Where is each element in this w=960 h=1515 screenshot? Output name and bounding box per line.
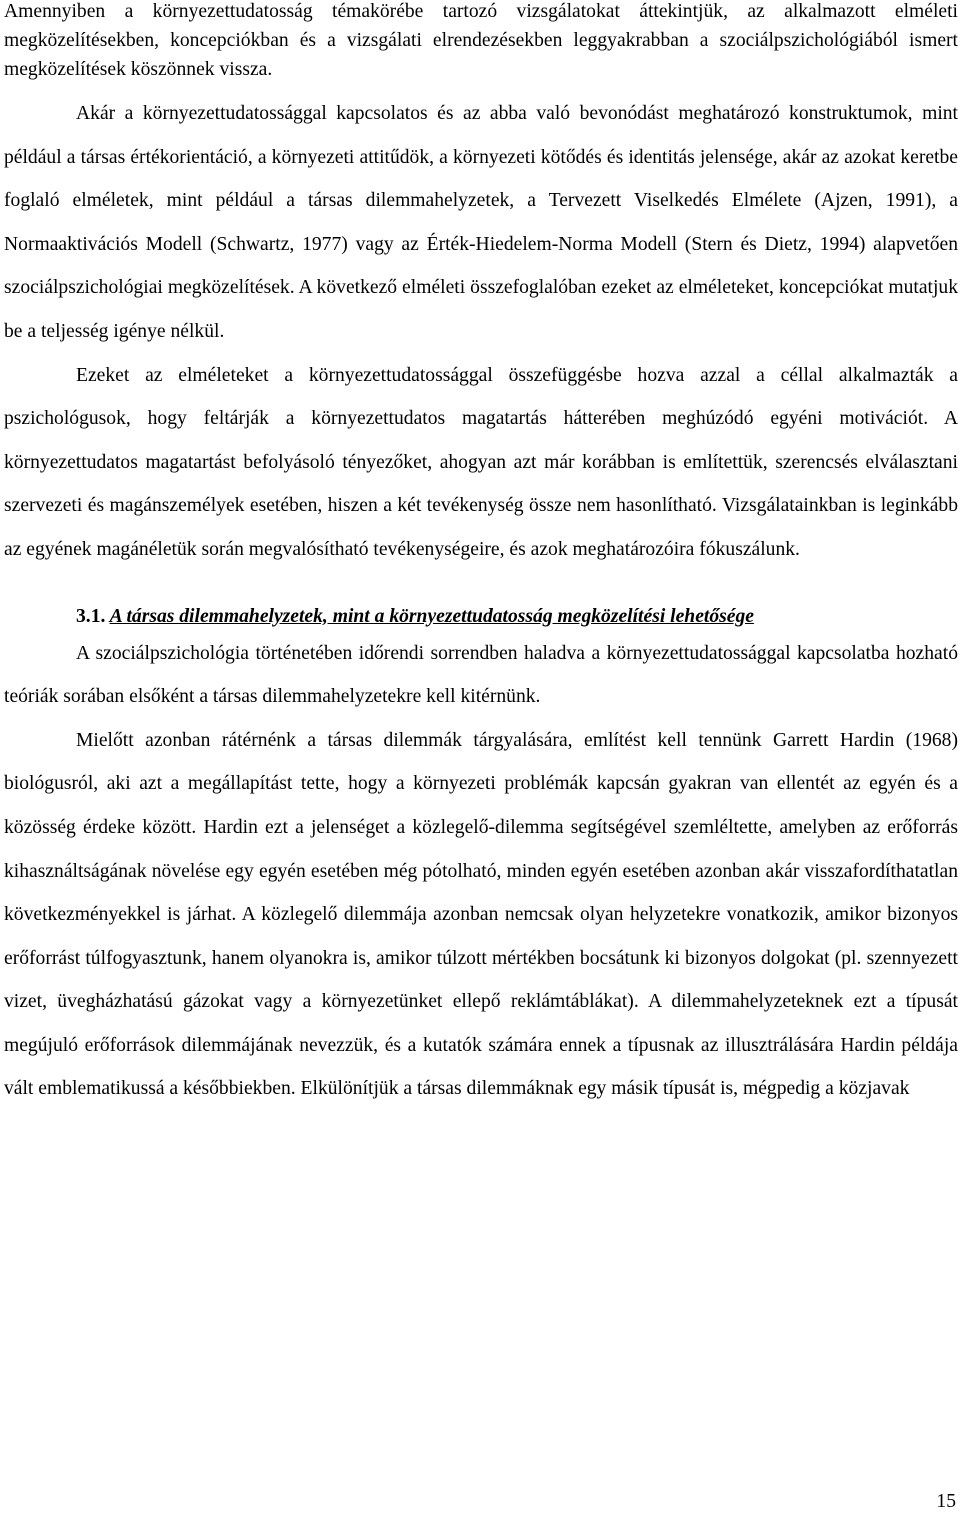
paragraph-history (4, 632, 958, 719)
paragraph-constructs (4, 92, 958, 354)
paragraph-constructs-text: Akár a környezettudatossággal kapcsolatos és az abba való bevonódást meghatározó konstruktumok, mint például a társas értékorientáció, a környezeti attitűdök, a környezeti kötődés és identitás jelensége, akár az azokat keretbe foglaló elméletek, mint például a társas dilemmahelyzetek, a Tervezett Viselkedés Elmélete (Ajzen, 1991), a Normaaktivációs Modell (Schwartz, 1977) vagy az Érték-Hiedelem-Norma Modell (Stern és Dietz, 1994) alapvetően szociálpszichológiai megközelítések. A következő elméleti összefoglalóban ezeket az elméleteket, koncepciókat mutatjuk be a teljesség igénye nélkül. (4, 103, 958, 342)
page-number: 15 (936, 1491, 956, 1512)
paragraph-hardin-text: Mielőtt azonban rátérnénk a társas dilemmák tárgyalására, említést kell tennünk Garrett Hardin (1968) biológusról, aki azt a megállapítást tette, hogy a környezeti problémák kapcsán gyakran van ellentét az egyén és a közösség érdeke között. Hardin ezt a jelenséget a közlegelő-dilemma segítségével szemléltette, amelyben az erőforrás kihasználtságának növelése egy egyén esetében még pótolható, minden egyén esetében azonban akár visszafordíthatatlan következményekkel is járhat. A közlegelő dilemmája azonban nemcsak olyan helyzetekre vonatkozik, amikor bizonyos erőforrást túlfogyasztunk, hanem olyanokra is, amikor túlzott mértékben bocsátunk ki bizonyos dolgokat (pl. szennyezett vizet, üvegházhatású gázokat vagy a környezetünket ellepő reklámtáblákat). A dilemmahelyzeteknek ezt a típusát megújuló erőforrások dilemmájának nevezzük, és a kutatók számára ennek a típusnak az illusztrálására Hardin példája vált emblematikussá a későbbiekben. Elkülönítjük a társas dilemmáknak egy másik típusát is, mégpedig a közjavak (4, 729, 958, 1100)
paragraph-hardin (4, 719, 958, 1111)
section-heading (4, 602, 958, 632)
document-page (4, 0, 958, 1111)
paragraph-intro (4, 0, 958, 84)
section-number: 3.1. (76, 605, 106, 627)
paragraph-theories-text: Ezeket az elméleteket a környezettudatossággal összefüggésbe hozva azzal a céllal alkalmazták a pszichológusok, hogy feltárják a környezettudatos magatartás hátterében meghúzódó egyéni motivációt. A környezettudatos magatartást befolyásoló tényezőket, ahogyan azt már korábban is említettük, szerencsés elválasztani szervezeti és magánszemélyek esetében, hiszen a két tevékenység össze nem hasonlítható. Vizsgálatainkban is leginkább az egyének magánéletük során megvalósítható tevékenységeire, és azok meghatározóira fókuszálunk. (4, 364, 958, 560)
paragraph-theories (4, 354, 958, 572)
paragraph-history-text: A szociálpszichológia történetében időrendi sorrendben haladva a környezettudatossággal kapcsolatba hozható teóriák sorában elsőként a társas dilemmahelyzetekre kell kitérnünk. (4, 642, 958, 708)
paragraph-intro-text: Amennyiben a környezettudatosság témakörébe tartozó vizsgálatokat áttekintjük, az alkalmazott elméleti megközelítésekben, koncepciókban és a vizsgálati elrendezésekben leggyakrabban a szociálpszichológiából ismert megközelítések köszönnek vissza. (4, 1, 958, 80)
section-title: A társas dilemmahelyzetek, mint a környezettudatosság megközelítési lehetősége (109, 605, 754, 627)
